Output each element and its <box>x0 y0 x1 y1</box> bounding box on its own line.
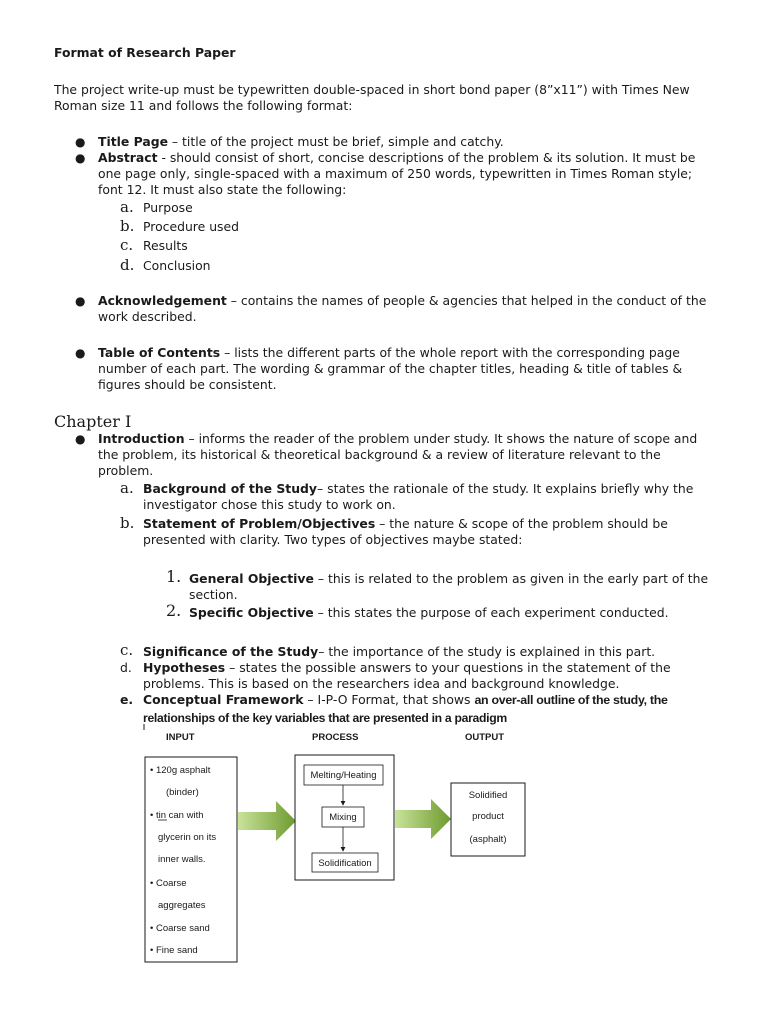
process-step: Melting/Heating <box>310 770 377 781</box>
item-term: Introduction <box>98 431 185 446</box>
item-text: number of each part. The wording & grammar of the chapter titles, heading & title of tables & <box>98 361 683 376</box>
intro-line: The project write-up must be typewritten double-spaced in short bond paper (8”x11”) with Times New <box>54 82 690 97</box>
item-text: font 12. It must also state the following: <box>98 182 347 197</box>
sub-marker: c. <box>120 236 134 254</box>
arrow-right-icon <box>238 801 296 841</box>
arrow-right-icon <box>395 799 451 839</box>
item-text: – lists the different parts of the whole report with the corresponding page <box>220 345 680 360</box>
item-term: Table of Contents <box>98 345 221 360</box>
sub-item: Procedure used <box>143 219 239 234</box>
item-term: Significance of the Study <box>143 644 319 659</box>
item-text: – I-P-O Format, that shows <box>303 692 475 707</box>
output-line: product <box>472 811 504 822</box>
input-line: inner walls. <box>158 854 206 865</box>
item-text: work described. <box>98 309 197 324</box>
sub-item: Results <box>143 238 188 253</box>
sub-marker: a. <box>120 479 134 497</box>
process-step: Mixing <box>329 812 357 823</box>
item-term: Statement of Problem/Objectives <box>143 516 376 531</box>
sub-marker: d. <box>120 256 135 274</box>
item-text: – states the rationale of the study. It explains briefly why the <box>317 481 694 496</box>
item-text: presented with clarity. Two types of objectives maybe stated: <box>143 532 523 547</box>
item-text-bold: an over-all outline of the study, the <box>474 693 668 707</box>
output-line: Solidified <box>468 790 508 801</box>
item-text: problems. This is based on the researchers idea and background knowledge. <box>143 676 620 691</box>
intro-line: Roman size 11 and follows the following format: <box>54 98 353 113</box>
item-text: – this is related to the problem as given in the early part of the <box>313 571 709 586</box>
item-term: General Objective <box>189 571 314 586</box>
item-text: one page only, single-spaced with a maximum of 250 words, typewritten in Times Roman style; <box>98 166 693 181</box>
item-text: – this states the purpose of each experiment conducted. <box>313 605 669 620</box>
input-line: • tin can with <box>150 810 204 821</box>
item-text: – the nature & scope of the problem should be <box>375 516 668 531</box>
item-term: Hypotheses <box>143 660 226 675</box>
item-text: – contains the names of people & agencies that helped in the conduct of the <box>226 293 707 308</box>
item-term: Conceptual Framework <box>143 692 304 707</box>
input-label: INPUT <box>166 732 195 743</box>
sub-item: Purpose <box>143 200 193 215</box>
item-text: – states the possible answers to your questions in the statement of the <box>225 660 671 675</box>
process-step: Solidification <box>318 858 372 869</box>
input-line: glycerin on its <box>158 832 217 843</box>
bullet-icon: ● <box>75 346 86 360</box>
bullet-icon: ● <box>75 432 86 446</box>
item-text: investigator chose this study to work on. <box>143 497 396 512</box>
item-term: Background of the Study <box>143 481 318 496</box>
item-text: figures should be consistent. <box>98 377 277 392</box>
sub-marker: a. <box>120 198 134 216</box>
chapter-heading: Chapter I <box>54 412 132 431</box>
sub-marker: c. <box>120 641 134 659</box>
bullet-icon: ● <box>75 294 86 308</box>
input-line: (binder) <box>166 787 199 798</box>
sub-marker: b. <box>120 514 135 532</box>
item-term: Specific Objective <box>189 605 314 620</box>
item-term: Acknowledgement <box>98 293 227 308</box>
item-text: section. <box>189 587 238 602</box>
input-line: • Coarse <box>150 878 187 889</box>
item-text: problem. <box>98 463 154 478</box>
item-text: the problem, its historical & theoretical background & a review of literature relevant to the <box>98 447 661 462</box>
process-label: PROCESS <box>312 732 359 743</box>
item-text: – title of the project must be brief, simple and catchy. <box>167 134 504 149</box>
item-term: Abstract <box>98 150 158 165</box>
sub-marker: d. <box>120 660 132 675</box>
sub-marker: 2. <box>166 601 182 620</box>
sub-marker: 1. <box>166 567 182 586</box>
item-text: – the importance of the study is explained in this part. <box>318 644 656 659</box>
input-line: aggregates <box>158 900 206 911</box>
bullet-icon: ● <box>75 151 86 165</box>
sub-marker: b. <box>120 217 135 235</box>
item-text: – informs the reader of the problem under study. It shows the nature of scope and <box>184 431 698 446</box>
sub-item: Conclusion <box>143 258 211 273</box>
item-term: Title Page <box>98 134 168 149</box>
page-title: Format of Research Paper <box>54 45 236 60</box>
bullet-icon: ● <box>75 135 86 149</box>
item-text: - should consist of short, concise descriptions of the problem & its solution. It must be <box>157 150 696 165</box>
output-line: (asphalt) <box>469 834 507 845</box>
sub-marker: e. <box>120 692 134 707</box>
input-line: • Fine sand <box>150 945 198 956</box>
input-line: • 120g asphalt <box>150 765 211 776</box>
input-line: • Coarse sand <box>150 923 210 934</box>
output-label: OUTPUT <box>465 732 505 743</box>
item-text-bold: relationships of the key variables that are presented in a paradigm <box>143 711 507 725</box>
